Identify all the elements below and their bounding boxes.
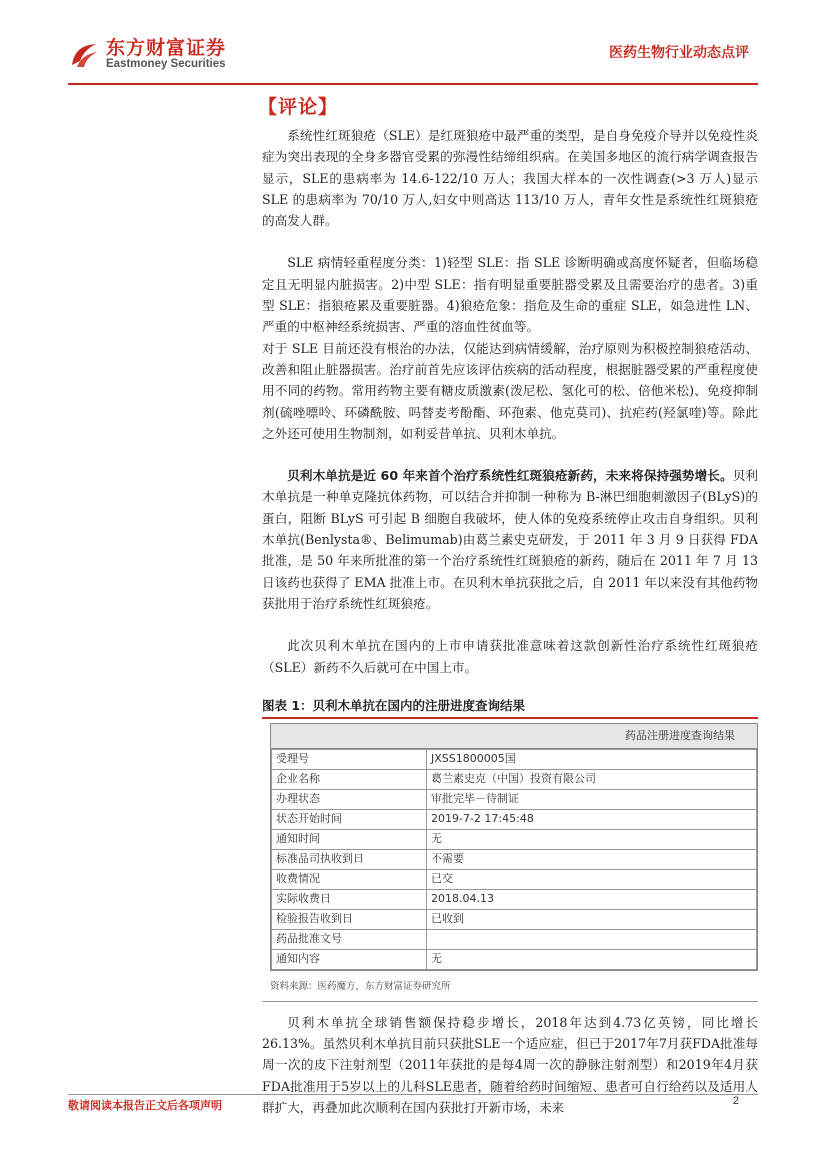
table-cell-value: 审批完毕－待制证 (427, 789, 757, 809)
table-cell-value: 无 (427, 829, 757, 849)
table-cell-value: 无 (427, 949, 757, 969)
table-cell-key: 标准品司执收到日 (272, 849, 427, 869)
paragraph-sle-intro: 系统性红斑狼疮（SLE）是红斑狼疮中最严重的类型，是自身免疫介导并以免疫性炎症为突出表现的全身多器官受累的弥漫性结缔组织病。在美国多地区的流行病学调查报告显示，SLE的患病率为 14.6-122/10 万人；我国大样本的一次性调查(>3 万人)显示 SLE 的患病率为 70/10 万人,妇女中则高达 113/10 万人，青年女性是系统性红斑狼疮的高发人群。 (262, 128, 758, 229)
table-cell-value: 已收到 (427, 909, 757, 929)
table-cell-value: JXSS1800005国 (427, 749, 757, 769)
table-cell-key: 受理号 (272, 749, 427, 769)
table-cell-value: 葛兰素史克（中国）投资有限公司 (427, 769, 757, 789)
table-cell-key: 实际收费日 (272, 889, 427, 909)
paragraph-belimumab-lead: 贝利木单抗是近 60 年来首个治疗系统性红斑狼疮新药，未来将保持强势增长。 (287, 468, 733, 484)
table-cell-key: 检验报告收到日 (272, 909, 427, 929)
figure-registration-progress (262, 696, 758, 1002)
logo-text-en: Eastmoney Securities (106, 58, 226, 70)
figure-title-rule (262, 717, 758, 719)
table-row (272, 949, 757, 969)
registration-table-header: 药品注册进度查询结果 (271, 724, 757, 749)
figure-source: 资料来源：医药魔方，东方财富证券研究所 (270, 980, 451, 992)
table-cell-key: 状态开始时间 (272, 809, 427, 829)
table-row (272, 809, 757, 829)
table-cell-key: 通知时间 (272, 829, 427, 849)
report-body (258, 92, 759, 1118)
table-row (272, 789, 757, 809)
table-cell-value: 已交 (427, 869, 757, 889)
table-cell-value (427, 929, 757, 949)
paragraph-sales-growth: 贝利木单抗全球销售额保持稳步增长，2018年达到4.73亿英镑，同比增长 26.13%。虽然贝利木单抗目前只获批SLE一个适应症，但已于2017年7月获FDA批准每周一次的皮下注射剂型（2011年获批的是每4周一次的静脉注射剂型）和2019年4月获FDA批准用于5岁以上的儿科SLE患者，随着给药时间缩短、患者可自行给药以及适用人群扩大，再叠加此次顺利在国内获批打开新市场，未来 (262, 1014, 758, 1116)
section-title: 【评论】 (258, 96, 339, 118)
table-cell-value: 不需要 (427, 849, 757, 869)
table-row (272, 909, 757, 929)
figure-title: 图表 1：贝利木单抗在国内的注册进度查询结果 (262, 697, 526, 713)
report-type: 医药生物行业动态点评 (609, 45, 749, 61)
table-cell-key: 企业名称 (272, 769, 427, 789)
table-row (272, 889, 757, 909)
table-cell-key: 药品批准文号 (272, 929, 427, 949)
paragraph-china-approval: 此次贝利木单抗在国内的上市申请获批准意味着这款创新性治疗系统性红斑狼疮（SLE）新药不久后就可在中国上市。 (262, 638, 758, 675)
registration-table (271, 749, 757, 970)
eastmoney-logo (68, 38, 226, 71)
registration-table-screenshot (270, 723, 758, 971)
paragraph-belimumab (262, 465, 758, 614)
table-row (272, 749, 757, 769)
logo-text-cn: 东方财富证券 (106, 37, 227, 59)
page-number: 2 (732, 1095, 739, 1107)
table-cell-value: 2018.04.13 (427, 889, 757, 909)
table-row (272, 829, 757, 849)
table-cell-value: 2019-7-2 17:45:48 (427, 809, 757, 829)
header-divider (68, 83, 758, 85)
table-row (272, 929, 757, 949)
table-row (272, 869, 757, 889)
eastmoney-logo-icon (68, 39, 100, 71)
footer-disclaimer: 敬请阅读本报告正文后各项声明 (68, 1099, 222, 1112)
table-cell-key: 收费情况 (272, 869, 427, 889)
footer-divider (68, 1094, 758, 1095)
table-cell-key: 办理状态 (272, 789, 427, 809)
table-row (272, 769, 757, 789)
paragraph-sle-classification: SLE 病情轻重程度分类：1)轻型 SLE：指 SLE 诊断明确或高度怀疑者，但临场稳定且无明显内脏损害。2)中型 SLE：指有明显重要脏器受累及且需要治疗的患者。3)重型 SLE：指狼疮累及重要脏器。4)狼疮危象：指危及生命的重症 SLE，如急进性 LN、严重的中枢神经系统损害、严重的溶血性贫血等。 (262, 255, 758, 335)
paragraph-belimumab-body: 贝利木单抗是一种单克隆抗体药物，可以结合并抑制一种称为 B-淋巴细胞刺激因子(BLyS)的蛋白，阻断 BLyS 可引起 B 细胞自我破坏，使人体的免疫系统停止攻击自身组织。贝利木单抗(Benlysta®、Belimumab)由葛兰素史克研发，于 2011 年 3 月 9 日获得 FDA 批准，是 50 年来所批准的第一个治疗系统性红斑狼疮的新药，随后在 2011 年 7 月 13 日该药也获得了 EMA 批准上市。在贝利木单抗获批之后，自 2011 年以来没有其他药物获批用于治疗系统性红斑狼疮。 (262, 468, 759, 611)
paragraph-sle-treatment: 对于 SLE 目前还没有根治的办法，仅能达到病情缓解，治疗原则为积极控制狼疮活动、改善和阻止脏器损害。治疗前首先应该评估疾病的活动程度，根据脏器受累的严重程度使用不同的药物。常用药物主要有糖皮质激素(泼尼松、氢化可的松、倍他米松)、免疫抑制剂(硫唑嘌呤、环磷酰胺、吗替麦考酚酯、环孢素、他克莫司)、抗疟药(羟氯喹)等。除此之外还可使用生物制剂，如利妥昔单抗、贝利木单抗。 (262, 340, 758, 441)
table-row (272, 849, 757, 869)
page-header (0, 0, 827, 90)
table-cell-key: 通知内容 (272, 949, 427, 969)
